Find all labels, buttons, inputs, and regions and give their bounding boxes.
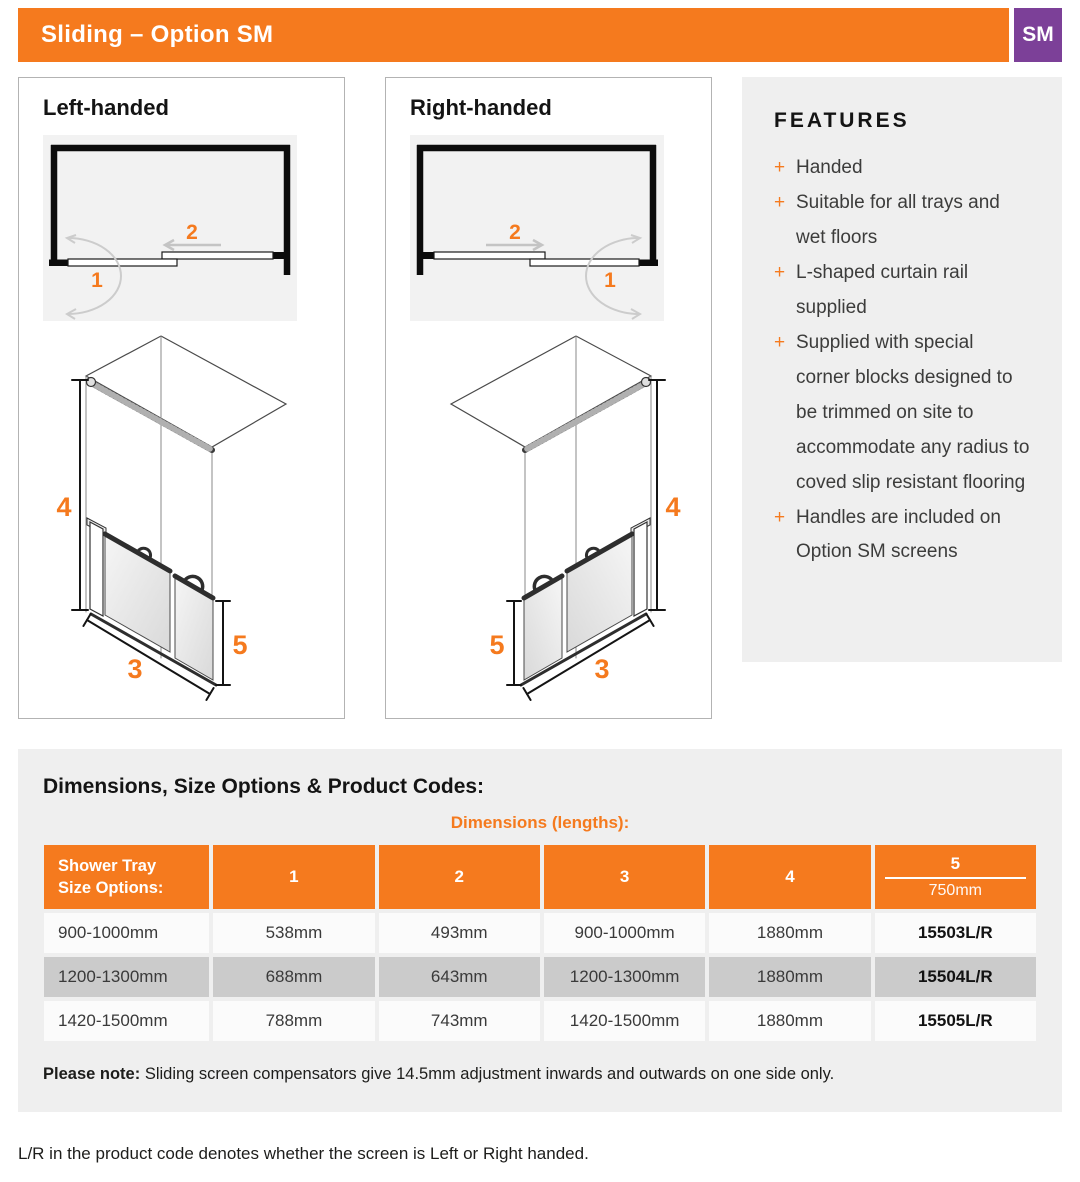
col-header-tray-size — [44, 845, 209, 909]
left-handed-iso-diagram — [35, 324, 335, 709]
cell-product-code: 15504L/R — [875, 957, 1036, 997]
size-options-table — [40, 841, 1040, 1045]
features-title: FEATURES — [774, 109, 910, 132]
col-header-dim4: 4 — [709, 845, 870, 909]
right-handed-panel — [385, 77, 712, 719]
width-dim-label: 3 — [594, 654, 610, 684]
dimensions-section — [18, 749, 1062, 1112]
table-row — [44, 957, 1036, 997]
cell-dim1: 538mm — [213, 913, 374, 953]
feature-text: Supplied with special corner blocks designed to be trimmed on site to accommodate any radius to coved slip resistant flooring — [796, 331, 1030, 493]
feature-item — [774, 256, 1042, 326]
right-handed-iso-diagram — [402, 324, 702, 709]
cell-tray-size: 1420-1500mm — [44, 1001, 209, 1041]
plus-bullet-icon: + — [774, 506, 786, 528]
table-row — [44, 913, 1036, 953]
left-handed-panel — [18, 77, 345, 719]
header-bar — [18, 8, 1062, 62]
slide-label: 2 — [509, 221, 521, 244]
cell-dim4: 1880mm — [709, 913, 870, 953]
dim5-size: 750mm — [928, 881, 982, 899]
feature-text: Handles are included on Option SM screens — [796, 506, 1001, 563]
feature-text: L-shaped curtain rail supplied — [796, 261, 969, 318]
plus-bullet-icon: + — [774, 157, 786, 178]
iso-geometry-mirrored — [451, 336, 665, 700]
left-handed-title: Left-handed — [43, 95, 169, 120]
features-box — [742, 77, 1062, 662]
feature-text: Suitable for all trays and wet floors — [796, 191, 1000, 248]
dim5-number: 5 — [950, 854, 961, 874]
plan-geometry — [49, 145, 290, 319]
swing-label: 1 — [91, 269, 103, 292]
cell-tray-size: 1200-1300mm — [44, 957, 209, 997]
plus-bullet-icon: + — [774, 261, 786, 283]
cell-dim2: 743mm — [379, 1001, 540, 1041]
feature-item — [774, 326, 1042, 501]
cell-product-code: 15505L/R — [875, 1001, 1036, 1041]
table-row — [44, 1001, 1036, 1041]
swing-label: 1 — [604, 269, 616, 292]
option-badge: SM — [1014, 8, 1062, 62]
left-handed-plan-diagram — [43, 135, 297, 321]
height-dim-label: 4 — [665, 492, 681, 522]
col-header-dim2: 2 — [379, 845, 540, 909]
plan-geometry-mirrored — [417, 145, 658, 319]
cell-dim1: 788mm — [213, 1001, 374, 1041]
iso-geometry — [72, 336, 286, 700]
cell-dim3: 1200-1300mm — [544, 957, 705, 997]
feature-item — [774, 186, 1042, 256]
width-dim-label: 3 — [127, 654, 143, 684]
feature-item — [774, 151, 1042, 186]
features-list — [774, 151, 1042, 570]
col-header-dim3: 3 — [544, 845, 705, 909]
page-title: Sliding – Option SM — [18, 8, 1009, 62]
tray-size-line2: Size Options: — [58, 879, 164, 897]
dimensions-section-title: Dimensions, Size Options & Product Codes: — [43, 775, 485, 798]
cell-dim4: 1880mm — [709, 957, 870, 997]
feature-item — [774, 501, 1042, 571]
please-note-text: Sliding screen compensators give 14.5mm adjustment inwards and outwards on one side only. — [144, 1065, 835, 1083]
cell-dim2: 493mm — [379, 913, 540, 953]
cell-dim1: 688mm — [213, 957, 374, 997]
please-note — [43, 1065, 1037, 1084]
cell-dim2: 643mm — [379, 957, 540, 997]
table-header-row — [44, 845, 1036, 909]
please-note-label: Please note: — [43, 1065, 141, 1083]
right-handed-plan-diagram — [410, 135, 664, 321]
right-handed-title: Right-handed — [410, 95, 552, 120]
plus-bullet-icon: + — [774, 331, 786, 353]
plus-bullet-icon: + — [774, 191, 786, 213]
cell-tray-size: 900-1000mm — [44, 913, 209, 953]
feature-text: Handed — [796, 157, 863, 178]
slide-label: 2 — [186, 221, 198, 244]
cell-dim3: 1420-1500mm — [544, 1001, 705, 1041]
dimensions-lengths-label: Dimensions (lengths): — [450, 813, 630, 832]
footnote: L/R in the product code denotes whether the screen is Left or Right handed. — [18, 1144, 589, 1163]
main-content — [18, 77, 1062, 719]
cell-product-code: 15503L/R — [875, 913, 1036, 953]
tray-size-line1: Shower Tray — [58, 856, 157, 875]
cell-dim3: 900-1000mm — [544, 913, 705, 953]
col-header-dim1: 1 — [213, 845, 374, 909]
half-height-dim-label: 5 — [232, 630, 248, 660]
height-dim-label: 4 — [56, 492, 72, 522]
col-header-dim5 — [875, 845, 1036, 909]
cell-dim4: 1880mm — [709, 1001, 870, 1041]
half-height-dim-label: 5 — [489, 630, 505, 660]
dim5-divider — [885, 877, 1026, 879]
